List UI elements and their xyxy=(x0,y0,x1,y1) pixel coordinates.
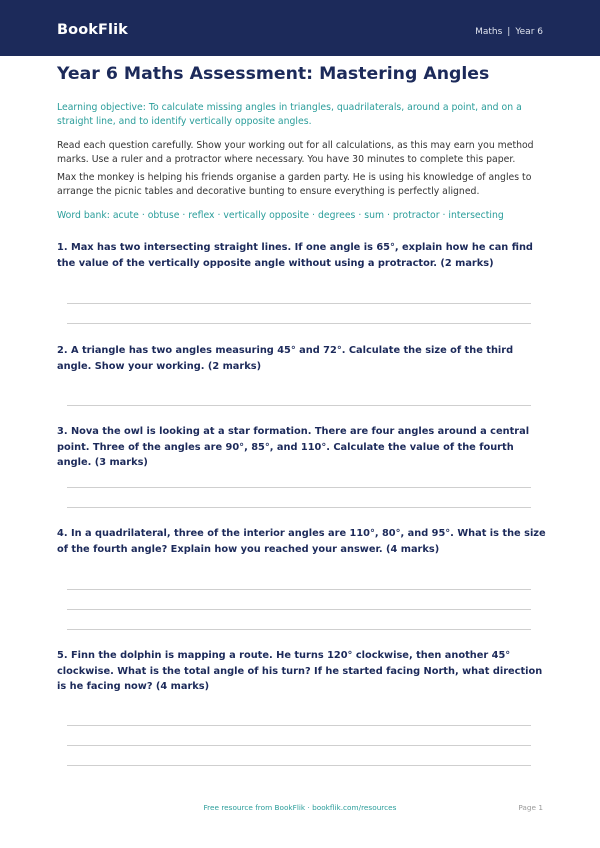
story-paragraph: Max the monkey is helping his friends organise a garden party. He is using his knowledge of angles to arrange the picnic tables and decorative bunting to ensure everything is perfectly aligned. xyxy=(57,172,532,197)
question-4: 4. In a quadrilateral, three of the interior angles are 110°, 80°, and 95°. What is the size of the fourth angle? Explain how you reached your answer. (4 marks) xyxy=(57,528,546,555)
answer-line[interactable] xyxy=(67,629,531,630)
top-banner xyxy=(0,0,600,56)
breadcrumb-separator: | xyxy=(507,27,511,37)
answer-line[interactable] xyxy=(67,765,531,766)
answer-line[interactable] xyxy=(67,303,531,304)
answer-line[interactable] xyxy=(67,725,531,726)
question-2: 2. A triangle has two angles measuring 45° and 72°. Calculate the size of the third angle. Show your working. (2 marks) xyxy=(57,345,514,372)
question-3: 3. Nova the owl is looking at a star formation. There are four angles around a central point. Three of the angles are 90°, 85°, and 110°. Calculate the value of the fourth angle. (3 marks) xyxy=(57,426,530,468)
subject-breadcrumb xyxy=(475,27,543,37)
answer-line[interactable] xyxy=(67,507,531,508)
brand-logo-text: BookFlik xyxy=(57,22,128,38)
learning-objective: Learning objective: To calculate missing angles in triangles, quadrilaterals, around a point, and on a straight line, and to identify vertically opposite angles. xyxy=(57,102,522,127)
word-bank: Word bank: acute · obtuse · reflex · vertically opposite · degrees · sum · protractor · intersecting xyxy=(57,210,504,221)
footer-source-link[interactable]: Free resource from BookFlik · bookflik.com/resources xyxy=(203,803,397,812)
instructions-paragraph: Read each question carefully. Show your working out for all calculations, as this may earn you method marks. Use a ruler and a protractor where necessary. You have 30 minutes to complete this paper. xyxy=(57,140,534,165)
question-1: 1. Max has two intersecting straight lines. If one angle is 65°, explain how he can find the value of the vertically opposite angle without using a protractor. (2 marks) xyxy=(57,242,533,269)
subject-label: Maths xyxy=(475,27,503,37)
question-5: 5. Finn the dolphin is mapping a route. He turns 120° clockwise, then another 45° clockwise. What is the total angle of his turn? If he started facing North, what direction is he facing now? (4 marks) xyxy=(57,650,543,692)
answer-line[interactable] xyxy=(67,487,531,488)
year-label: Year 6 xyxy=(515,27,543,37)
answer-line[interactable] xyxy=(67,745,531,746)
page-number: Page 1 xyxy=(518,803,543,812)
answer-line[interactable] xyxy=(67,405,531,406)
answer-line[interactable] xyxy=(67,609,531,610)
page-title: Year 6 Maths Assessment: Mastering Angles xyxy=(57,64,490,84)
answer-line[interactable] xyxy=(67,323,531,324)
answer-line[interactable] xyxy=(67,589,531,590)
